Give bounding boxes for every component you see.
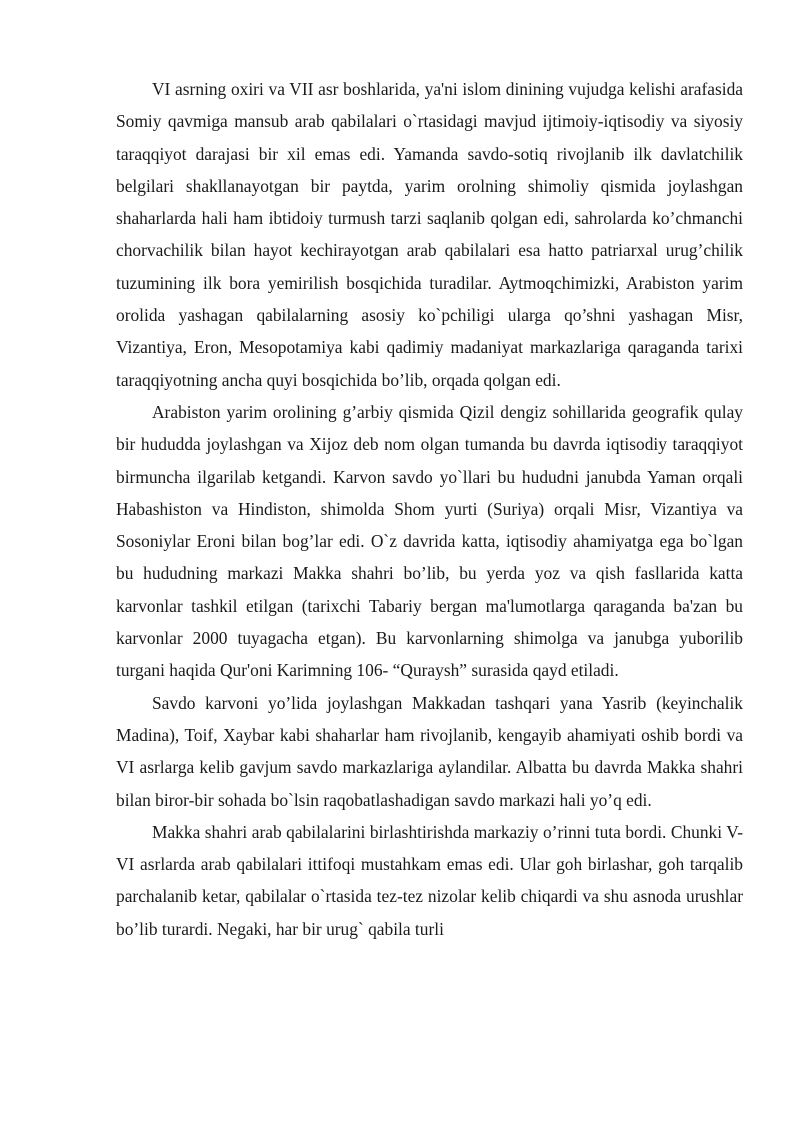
paragraph-3: Savdo karvoni yo’lida joylashgan Makkadan tashqari yana Yasrib (keyinchalik Madina), Toif, Xaybar kabi shaharlar ham rivojlanib, kengayib ahamiyati oshib bordi va VI asrlarga kelib gavjum savdo markazlariga aylandilar. Albatta bu davrda Makka shahri bilan biror-bir sohada bo`lsin raqobatlashadigan savdo markazi hali yo’q edi. [116,692,743,810]
paragraph-2: Arabiston yarim orolining g’arbiy qismida Qizil dengiz sohillarida geografik qulay bir hududda joylashgan va Xijoz deb nom olgan tumanda bu davrda iqtisodiy taraqqiyot birmuncha ilgarilab ketgandi. Karvon savdo yo`llari bu hududni janubda Yaman orqali Habashiston va Hindiston, shimolda Shom yurti (Suriya) orqali Misr, Vizantiya va Sosoniylar Eroni bilan bog’lar edi. O`z davrida katta, iqtisodiy ahamiyatga ega bo`lgan bu hududning markazi Makka shahri bo’lib, bu yerda yoz va qish fasllarida katta karvonlar tashkil etilgan (tarixchi Tabariy bergan ma'lumotlarga qaraganda ba'zan bu karvonlar 2000 tuyagacha etgan). Bu karvonlarning shimolga va janubga yuborilib turgani haqida Qur'oni Karimning 106- “Quraysh” surasida qayd etiladi. [116,401,743,681]
paragraph-1: VI asrning oxiri va VII asr boshlarida, ya'ni islom dinining vujudga kelishi arafasida Somiy qavmiga mansub arab qabilalari o`rtasidagi mavjud ijtimoiy-iqtisodiy va siyosiy taraqqiyot darajasi bir xil emas edi. Yamanda savdo-sotiq rivojlanib ilk davlatchilik belgilari shakllanayotgan bir paytda, yarim orolning shimoliy qismida joylashgan shaharlarda hali ham ibtidoiy turmush tarzi saqlanib qolgan edi, sahrolarda ko’chmanchi chorvachilik bilan hayot kechirayotgan arab qabilalari esa hatto patriarxal urug’chilik tuzumining ilk bora yemirilish bosqichida turadilar. Aytmoqchimizki, Arabiston yarim orolida yashagan qabilalarning asosiy ko`pchiligi ularga qo’shni yashagan Misr, Vizantiya, Eron, Mesopotamiya kabi qadimiy madaniyat markazlariga qaraganda tarixi taraqqiyotning ancha quyi bosqichida bo’lib, orqada qolgan edi. [116,79,743,390]
body-text [116,73,743,945]
paragraph-4: Makka shahri arab qabilalarini birlashtirishda markaziy o’rinni tuta bordi. Chunki V-VI asrlarda arab qabilalari ittifoqi mustahkam emas edi. Ular goh birlashar, goh tarqalib parchalanib ketar, qabilalar o`rtasida tez-tez nizolar kelib chiqardi va shu asnoda urushlar bo’lib turardi. Negaki, har bir urug` qabila turli [116,821,743,939]
